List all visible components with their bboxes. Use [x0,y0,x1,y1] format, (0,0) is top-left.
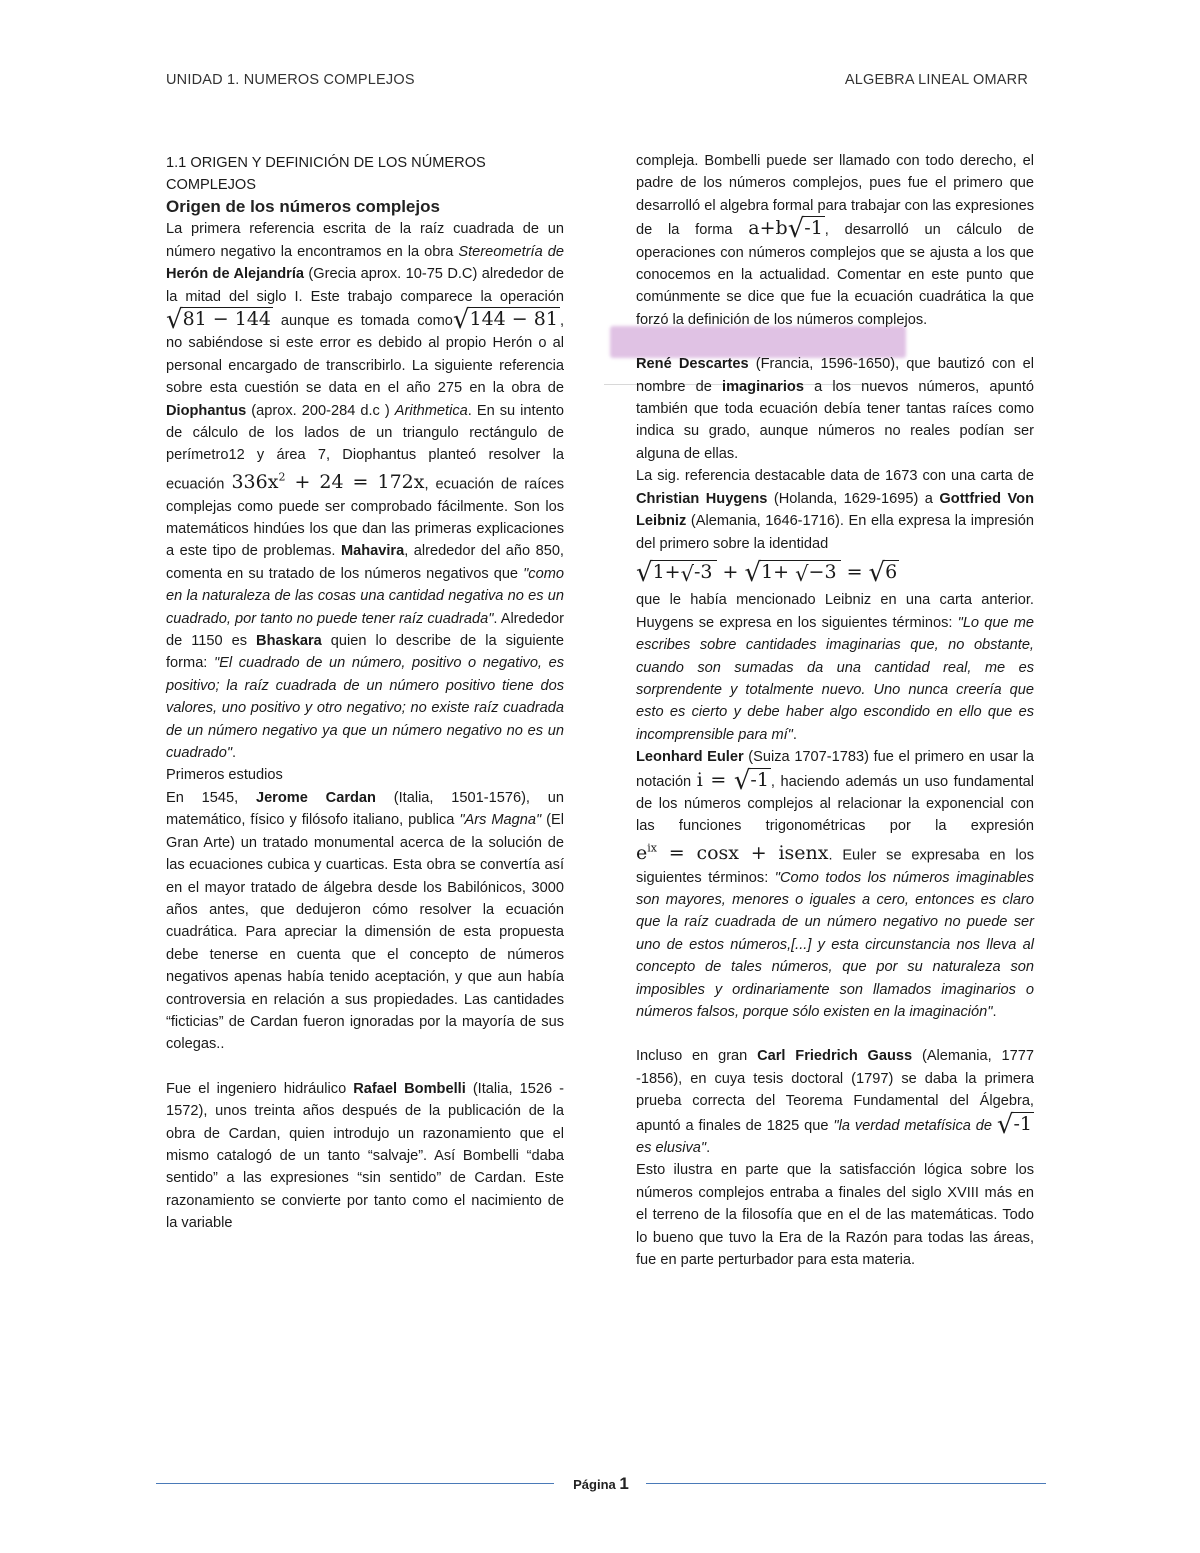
page-footer [156,1474,1046,1494]
section-title: 1.1 ORIGEN Y DEFINICIÓN DE LOS NÚMEROS COMPLEJOS [166,155,486,193]
euler-formula: $e^{ix} = \cos x$ + isenx [636,841,829,865]
paragraph-origin: La primera referencia escrita de la raíz cuadrada de un número negativo la encontramos en la obra Stereometría de Herón de Alejandría (Grecia aprox. 10-75 D.C) alrededor de la mitad del siglo I. Este trabajo comparece la operación √81 − 144 aunque es tomada como√144 − 81 , no sabiéndose si este error es debido al propio Herón o al personal encargado de transcribirlo. La siguiente referencia sobre esta cuestión se data en el año 275 en la obra de Diophantus (aprox. 200-284 d.c ) Arithmetica. En su intento de cálculo de los lados de un triangulo rectángulo de perímetro12 y área 7, Diophantus planteó resolver la ecuación $336x^2 + 24 = 172x$, ecuación de raíces complejas como puede ser comprobado fácilmente. Son los matemáticos hindúes los que dan las primeras explicaciones a este tipo de problemas. Mahavira, alrededor del año 850, comenta en su tratado de los números negativos que "como en la naturaleza de las cosas una cantidad negativa no es un cuadrado, por tanto no puede tener raíz cuadrada". Alrededor de 1150 es Bhaskara quien lo describe de la siguiente forma: "El cuadrado de un número, positivo o negativo, es positivo; la raíz cuadrada de un número positivo tiene dos valores, uno positivo y otro negativo; no existe raíz cuadrada de un número negativo ya que un número negativo no es un cuadrado". [166,221,565,762]
sqrt-minus-one: √-1 [996,1109,1032,1140]
sqrt-81-minus-144: √81 − 144 [166,305,272,336]
studies-heading: Primeros estudios [166,767,283,784]
paragraph-bombelli-cont: compleja. Bombelli puede ser llamado con todo derecho, el padre de los números complejos, pues fue el primero que desarrolló el algebra formal para trabajar con las expresiones de la forma a+b√-1 , desarrolló un cálculo de operaciones con números complejos que se ajusta a los que conocemos en la actualidad. Comentar en este punto que comúnmente se dice que fue la ecuación cuadrática la que forzó la definición de los números complejos. [636,153,1035,328]
paragraph-cardan: En 1545, Jerome Cardan (Italia, 1501-1576), un matemático, físico y filósofo italiano, publica "Ars Magna" (El Gran Arte) un tratado monumental acerca de la solución de las ecuaciones cubica y cuarticas. Esta obra se convertía así en el mayor tratado de álgebra desde los Babilónicos, 3000 años antes, que dedujeron cómo resolver la ecuación cuadrática. Para apreciar la dimensión de esta propuesta debe tenerse en cuenta que el concepto de números negativos apenas había tenido aceptación, y que aun había controversia en relación a sus propiedades. Las cantidades “ficticias” de Cardan fueron ignoradas por la mayoría de sus colegas.. [166,789,564,1053]
complex-form: a+b√-1 [748,214,823,245]
header-unit-title: UNIDAD 1. NUMEROS COMPLEJOS [166,72,415,88]
paragraph-descartes: René Descartes (Francia, 1596-1650), que bautizó con el nombre de imaginarios a los nuevos números, apuntó también que toda ecuación debía tener tantas raíces como indica su grado, aunque números no reales podían ser alguna de ellas. [636,356,1035,462]
left-column [166,150,564,1235]
sqrt-144-minus-81: √144 − 81 [452,305,558,336]
paragraph-huygens-quote: que le había mencionado Leibniz en una carta anterior. Huygens se expresa en los siguientes términos: "Lo que me escribes sobre cantidades imaginarias que, no obstante, cuando son sumadas da una cantidad real, me es sorprendente y totalmente nuevo. Uno nunca creería que esto es cierto y debe haber algo escondido en ello que es incomprensible para mí". [636,592,1034,743]
paragraph-bombelli: Fue el ingeniero hidráulico Rafael Bombelli (Italia, 1526 - 1572), unos treinta años después de la publicación de la obra de Cardan, quien introdujo un razonamiento que el mismo catalogó de un tanto “salvaje”. Así Bombelli “daba sentido” a las expresiones “sin sentido” de Cardan. Este razonamiento se convierte por tanto como el nacimiento de la variable [166,1080,565,1232]
paragraph-conclusion: Esto ilustra en parte que la satisfacción lógica sobre los números complejos entraba a finales del siglo XVIII más en el terreno de la filosofía que en el de las matemáticas. Todo lo bueno que tuvo la Era de la Razón para todas las áreas, fue en parte perturbador para esta materia. [636,1162,1034,1269]
paragraph-euler: Leonhard Euler (Suiza 1707-1783) fue el primero en usar la notación i = √-1 , haciendo además un uso fundamental de los números complejos al relacionar la exponencial con las funciones trigonométricas por la expresión $e^{ix} = \cos x$ + isenx. Euler se expresaba en los siguientes términos: "Como todos los números imaginables son mayores, menores o iguales a cero, entonces es claro que la raíz cuadrada de un número negativo no puede ser uno de estos números,[...] y esta circunstancia nos lleva al concepto de tales números, que por su naturaleza son imposibles y ordinariamente son llamados imaginarios o números falsos, porque sólo existen en la imaginación". [636,749,1035,1020]
huygens-identity: √1+√-3 + √1+ √−3 = √6 [636,557,898,588]
diophantus-equation: $336x^2 + 24 = 172x$ [231,470,425,494]
page-number: Página 1 [573,1474,629,1493]
paragraph-huygens: La sig. referencia destacable data de 1673 con una carta de Christian Huygens (Holanda, 1629-1695) a Gottfried Von Leibniz (Alemania, 1646-1716). En ella expresa la impresión del primero sobre la identidad [636,468,1035,552]
euler-notation: i = √-1 [696,765,769,796]
header-course-title: ALGEBRA LINEAL OMARR [844,72,1028,88]
origin-heading: Origen de los números complejos [166,197,440,216]
paragraph-gauss: Incluso en gran Carl Friedrich Gauss (Alemania, 1777 -1856), en cuya tesis doctoral (1797) se daba la primera prueba correcta del Teorema Fundamental del Álgebra, apuntó a finales de 1825 que "la verdad metafísica de √-1 es elusiva". [636,1048,1034,1156]
right-column [636,150,1034,1271]
